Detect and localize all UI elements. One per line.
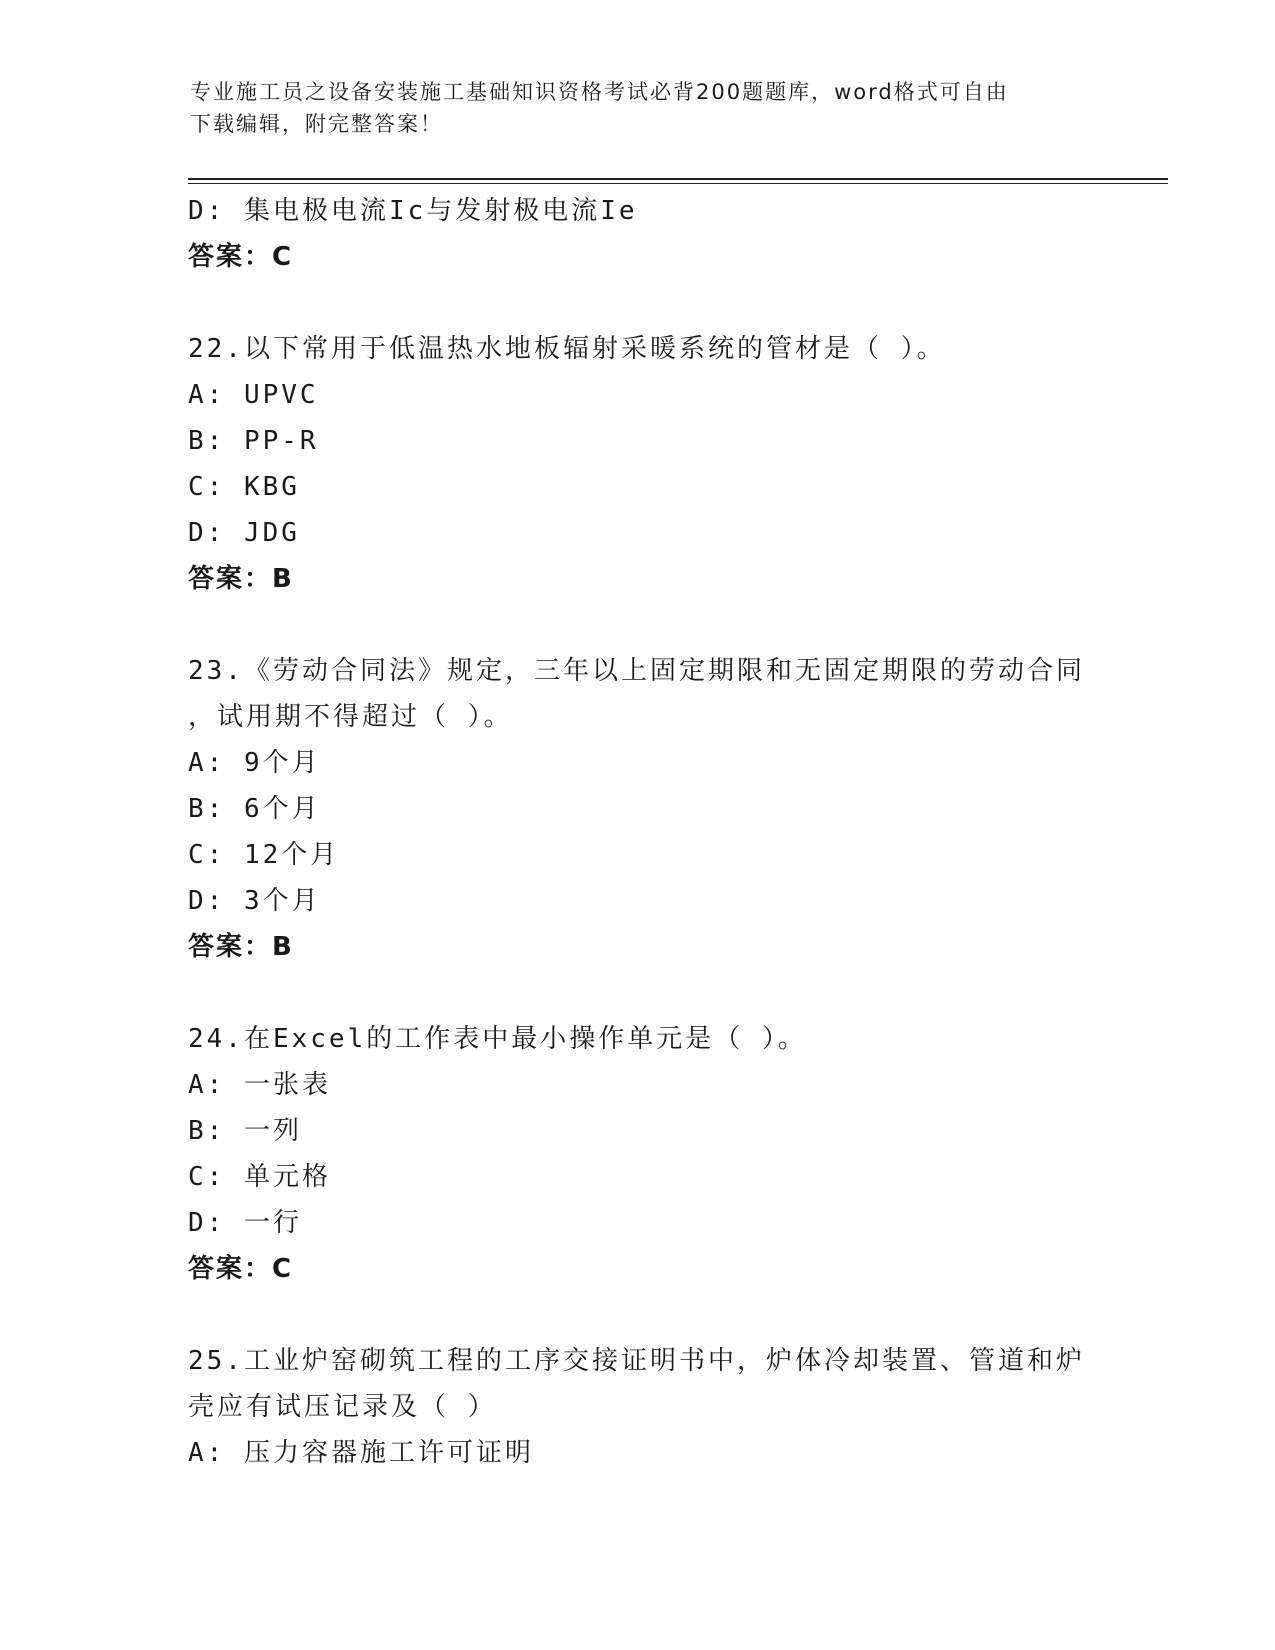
header-line-1: 专业施工员之设备安装施工基础知识资格考试必背200题题库，word格式可自由	[190, 80, 1009, 104]
option-a: A: 一张表	[188, 1070, 331, 1100]
option-b: B: PP-R	[188, 426, 319, 456]
option-d: D: JDG	[188, 518, 300, 548]
header-rule-thin	[188, 183, 1168, 184]
header-rule-thick	[188, 178, 1168, 180]
option-d: D: 一行	[188, 1208, 302, 1238]
page-header	[190, 76, 1090, 140]
spacer	[188, 970, 1088, 1016]
question-list	[188, 188, 1088, 1476]
option-b: B: 一列	[188, 1116, 302, 1146]
question-stem: 24.在Excel的工作表中最小操作单元是（ ）。	[188, 1024, 807, 1054]
question-25	[188, 1338, 1088, 1476]
spacer	[188, 602, 1088, 648]
question-24	[188, 1016, 1088, 1292]
question-stem-line-1: 25.工业炉窑砌筑工程的工序交接证明书中，炉体冷却装置、管道和炉	[188, 1346, 1085, 1376]
answer-line: 答案：C	[188, 242, 294, 272]
header-line-2: 下载编辑，附完整答案！	[190, 112, 443, 136]
spacer	[188, 1292, 1088, 1338]
option-b: B: 6个月	[188, 794, 321, 824]
answer-line: 答案：B	[188, 932, 294, 962]
option-a: A: 9个月	[188, 748, 321, 778]
question-stem-line-2: ，试用期不得超过（ ）。	[188, 702, 513, 732]
option-c: C: 单元格	[188, 1162, 331, 1192]
question-22	[188, 326, 1088, 602]
option-a: A: 压力容器施工许可证明	[188, 1438, 534, 1468]
answer-line: 答案：C	[188, 1254, 294, 1284]
spacer	[188, 280, 1088, 326]
option-c: C: 12个月	[188, 840, 340, 870]
question-21-tail	[188, 188, 1088, 280]
option-a: A: UPVC	[188, 380, 319, 410]
question-stem: 22.以下常用于低温热水地板辐射采暖系统的管材是（ ）。	[188, 334, 946, 364]
question-stem-line-1: 23.《劳动合同法》规定，三年以上固定期限和无固定期限的劳动合同	[188, 656, 1085, 686]
option-c: C: KBG	[188, 472, 300, 502]
option-d: D: 3个月	[188, 886, 321, 916]
question-stem-line-2: 壳应有试压记录及（ ）	[188, 1392, 497, 1422]
question-23	[188, 648, 1088, 970]
option-d: D: 集电极电流Ic与发射极电流Ie	[188, 196, 638, 226]
answer-line: 答案：B	[188, 564, 294, 594]
